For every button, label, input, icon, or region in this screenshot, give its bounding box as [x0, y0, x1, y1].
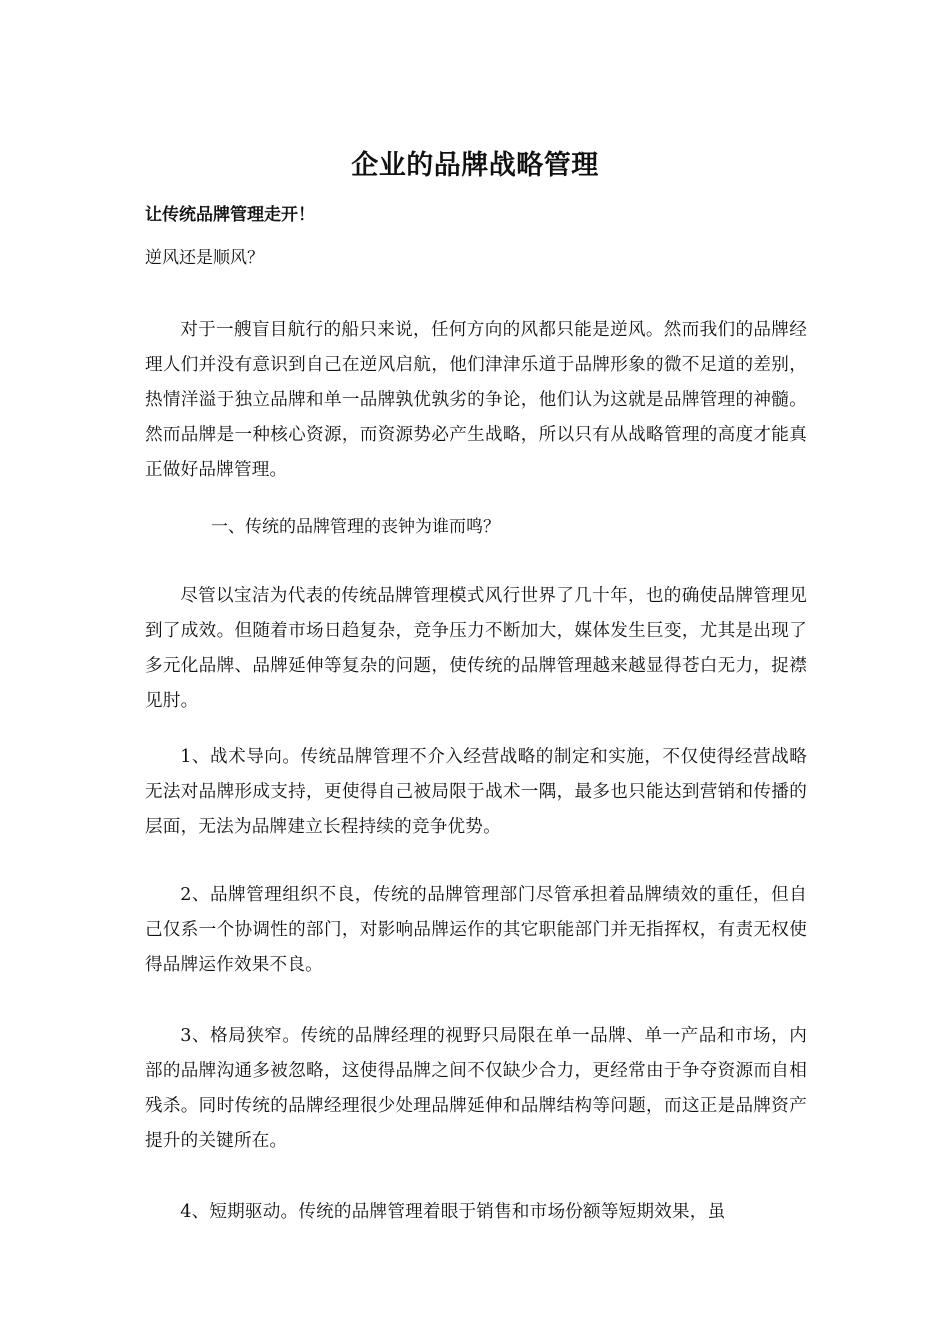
paragraph-background: 尽管以宝洁为代表的传统品牌管理模式风行世界了几十年，也的确使品牌管理见到了成效。但随着市场日趋复杂，竞争压力不断加大，媒体发生巨变，尤其是出现了多元化品牌、品牌延伸等复杂的问题，使传统的品牌管理越来越显得苍白无力，捉襟见肘。: [145, 586, 807, 711]
section-heading: 一、传统的品牌管理的丧钟为谁而鸣？: [211, 517, 500, 537]
paragraph-point-4: 4、短期驱动。传统的品牌管理着眼于销售和市场份额等短期效果，虽: [180, 1202, 726, 1222]
document-title: 企业的品牌战略管理: [351, 150, 599, 181]
lead-question: 逆风还是顺风？: [145, 248, 264, 268]
paragraph-point-2: 2、品牌管理组织不良，传统的品牌管理部门尽管承担着品牌绩效的重任，但自己仅系一个协调性的部门，对影响品牌运作的其它职能部门并无指挥权，有责无权使得品牌运作效果不良。: [145, 885, 807, 975]
paragraph-point-3: 3、格局狭窄。传统的品牌经理的视野只局限在单一品牌、单一产品和市场，内部的品牌沟通多被忽略，这使得品牌之间不仅缺少合力，更经常由于争夺资源而自相残杀。同时传统的品牌经理很少处理品牌延伸和品牌结构等问题，而这正是品牌资产提升的关键所在。: [145, 1026, 807, 1151]
paragraph-intro: 对于一艘盲目航行的船只来说，任何方向的风都只能是逆风。然而我们的品牌经理人们并没有意识到自己在逆风启航，他们津津乐道于品牌形象的微不足道的差别，热情洋溢于独立品牌和单一品牌孰优孰劣的争论，他们认为这就是品牌管理的神髓。然而品牌是一种核心资源，而资源势必产生战略，所以只有从战略管理的高度才能真正做好品牌管理。: [145, 320, 807, 480]
document-subtitle: 让传统品牌管理走开！: [145, 205, 315, 225]
paragraph-point-1: 1、战术导向。传统品牌管理不介入经营战略的制定和实施，不仅使得经营战略无法对品牌形成支持，更使得自己被局限于战术一隅，最多也只能达到营销和传播的层面，无法为品牌建立长程持续的竞争优势。: [145, 747, 807, 837]
